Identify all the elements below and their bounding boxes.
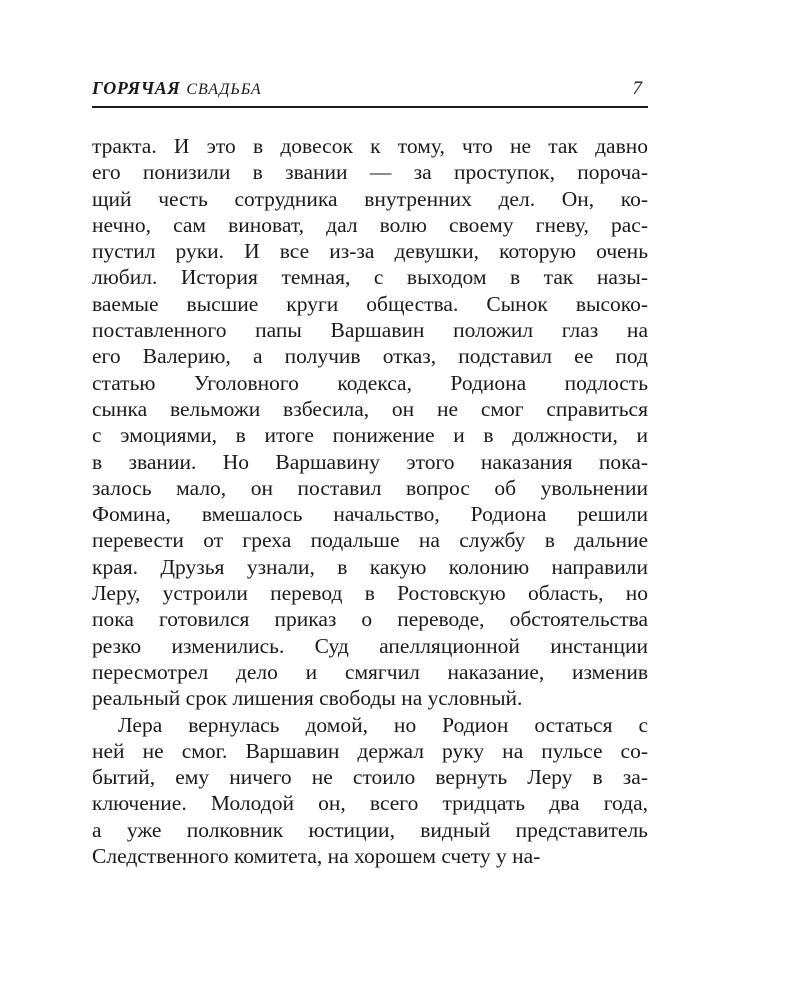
text-line: Леру, устроили перевод в Ростовскую область, но [92,581,648,606]
text-line: Лера вернулась домой, но Родион остаться с [118,712,648,737]
text-line: реальный срок лишения свободы на условный. [92,686,523,711]
text-line: Фомина, вмешалось начальство, Родиона решили [92,502,648,527]
text-line: перевести от греха подальше на службу в дальние [92,528,648,553]
text-line: любил. История темная, с выходом в так назы- [92,265,648,290]
text-line: с эмоциями, в итоге понижение и в должности, и [92,423,648,448]
text-line: Следственного комитета, на хорошем счету у на- [92,844,541,869]
text-line: резко изменились. Суд апелляционной инстанции [92,633,648,658]
text-line: щий честь сотрудника внутренних дел. Он, ко- [92,186,648,211]
text-line: бытий, ему ничего не стоило вернуть Леру в за- [92,765,648,790]
text-line: края. Друзья узнали, в какую колонию направили [92,554,648,579]
text-line: тракта. И это в довесок к тому, что не так давно [92,134,648,158]
book-title [92,78,262,99]
text-line: сынка вельможи взбесила, он не смог справиться [92,396,648,421]
body-text [92,133,648,869]
text-line: ключение. Молодой он, всего тридцать два года, [92,791,648,816]
text-line: пустил руки. И все из-за девушки, которую очень [92,239,648,264]
text-line: его Валерию, а получив отказ, подставил ее под [92,344,648,369]
book-title-bold: ГОРЯЧАЯ [92,78,181,98]
text-line: ней не смог. Варшавин держал руку на пульсе со- [92,738,648,763]
text-line: пересмотрел дело и смягчил наказание, изменив [92,659,648,684]
text-line: его понизили в звании — за проступок, пороча- [92,160,648,185]
page-number: 7 [632,78,642,99]
text-line: пока готовился приказ о переводе, обстоятельства [92,607,648,632]
text-line: в звании. Но Варшавину этого наказания пока- [92,449,648,474]
text-line: залось мало, он поставил вопрос об увольнении [92,475,648,500]
running-header [92,78,648,108]
text-line: поставленного папы Варшавин положил глаз на [92,318,648,343]
text-line: нечно, сам виноват, дал волю своему гневу, рас- [92,212,648,237]
book-page [92,78,648,869]
book-title-rest: СВАДЬБА [186,81,262,98]
text-line: а уже полковник юстиции, видный представитель [92,817,648,842]
text-line: статью Уголовного кодекса, Родиона подлость [92,370,648,395]
text-line: ваемые высшие круги общества. Сынок высоко- [92,291,648,316]
